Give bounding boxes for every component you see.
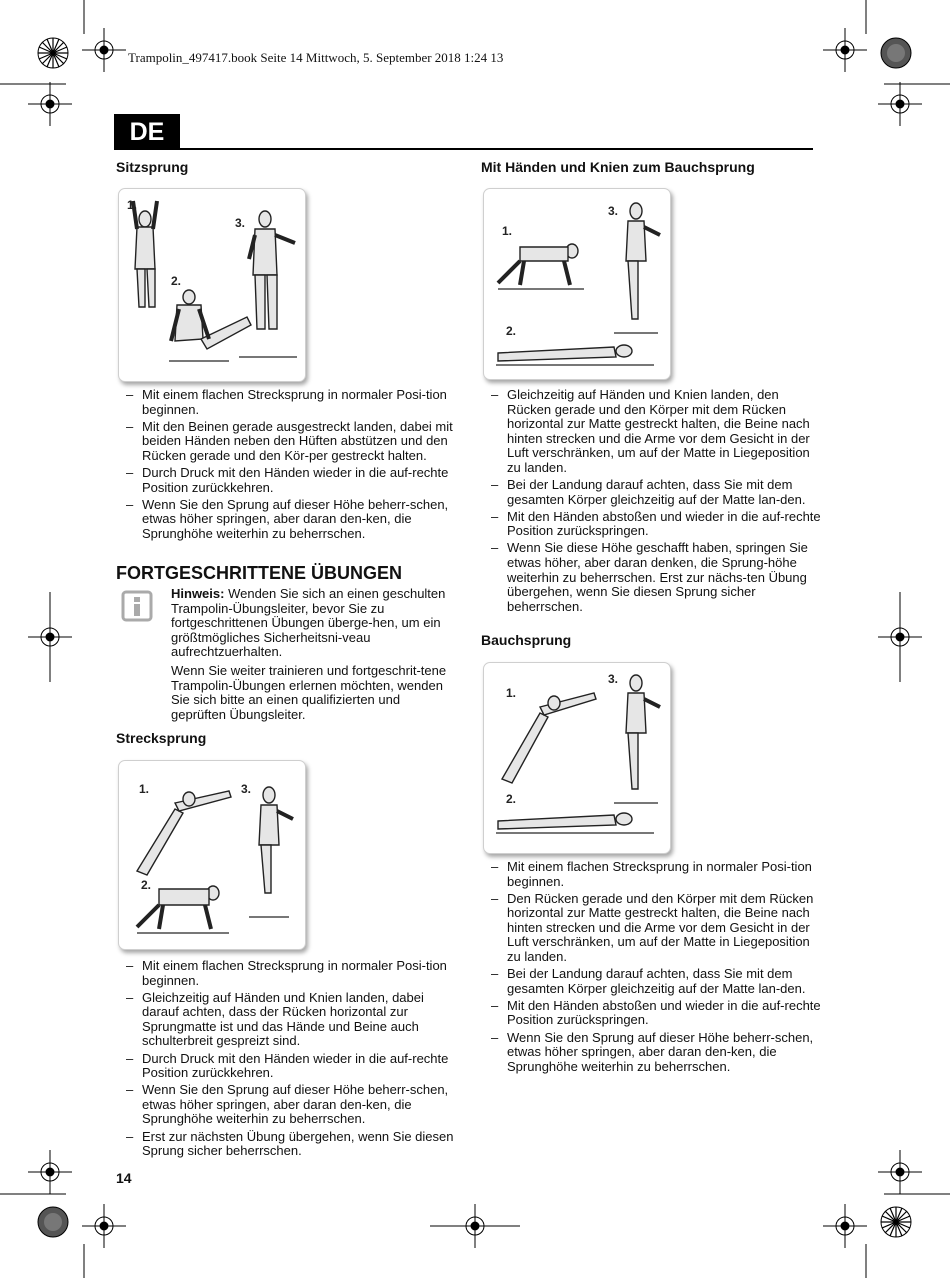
list-item: – Erst zur nächsten Übung übergehen, wenn Sie diesen Sprung sicher beherrschen. [116,1130,456,1159]
info-icon [121,590,153,622]
figure-label-2: 2. [506,324,517,338]
bauchsprung-figure [483,662,671,854]
list-item: – Durch Druck mit den Händen wieder in die auf-rechte Position zurückkehren. [116,1052,456,1081]
bauchsprung-heading: Bauchsprung [481,632,572,648]
haende-knie-bullets [481,388,821,617]
list-item: – Mit den Händen abstoßen und wieder in die auf-rechte Position zurückspringen. [481,510,821,539]
note-text-2: Wenn Sie weiter trainieren und fortgeschrit-tene Trampolin-Übungen erlernen möchten, wenden Sie sich bitte an einen qualifizierten und geprüften Übungsleiter. [171,662,447,722]
list-item: – Bei der Landung darauf achten, dass Sie mit dem gesamten Körper gleichzeitig auf der Matte lan-den. [481,967,821,996]
list-item: – Durch Druck mit den Händen wieder in die auf-rechte Position zurückkehren. [116,466,456,495]
list-item: – Gleichzeitig auf Händen und Knien landen, dabei darauf achten, dass der Rücken horizontal zur Sprungmatte ist und das Hände und Beine auch schulterbreit gespreizt sind. [116,991,456,1049]
sitzsprung-heading: Sitzsprung [116,159,189,175]
haende-knie-heading: Mit Händen und Knien zum Bauchsprung [481,159,755,175]
list-item: – Wenn Sie den Sprung auf dieser Höhe beherr-schen, etwas höher springen, aber daran den-ken, die Sprunghöhe weiterhin zu beherrschen. [481,1031,821,1075]
list-item: – Wenn Sie diese Höhe geschafft haben, springen Sie etwas höher, aber daran denken, die Sprung-höhe weiterhin zu beherrschen. Erst zur nächs-ten Übung übergehen, wenn Sie diesen Sprung sicher beherrschen. [481,541,821,614]
haende-knie-figure [483,188,671,380]
figure-label-3: 3. [608,204,619,218]
note-label: Hinweis: [171,586,225,601]
figure-label-1: 1. [506,686,517,700]
list-item: – Den Rücken gerade und den Körper mit dem Rücken horizontal zur Matte gestreckt halten, die Beine nach hinten strecken und die Arme vor dem Gesicht in der Luft verschränken, um auf der Matte in Liegeposition zu landen. [481,892,821,965]
figure-label-2: 2. [141,878,152,892]
list-item: – Wenn Sie den Sprung auf dieser Höhe beherr-schen, etwas höher springen, aber daran den-ken, die Sprunghöhe weiterhin zu beherrschen. [116,1083,456,1127]
strecksprung-bullets [116,959,456,1161]
bauchsprung-bullets [481,860,821,1077]
figure-label-3: 3. [608,672,619,686]
strecksprung-figure [118,760,306,950]
list-item: – Gleichzeitig auf Händen und Knien landen, den Rücken gerade und den Körper mit dem Rücken horizontal zur Matte gestreckt halten, die Beine nach hinten strecken und die Arme vor dem Gesicht in der Luft verschränken, um auf der Matte in Liegeposition zu landen. [481,388,821,476]
list-item: – Mit einem flachen Strecksprung in normaler Posi-tion beginnen. [116,388,456,417]
list-item: – Mit den Beinen gerade ausgestreckt landen, dabei mit beiden Händen neben den Hüften abstützen und den Rücken gerade und den Kör-per gestreckt halten. [116,420,456,464]
figure-label-2: 2. [506,792,517,806]
figure-label-2: 2. [171,274,182,288]
note-box [171,587,456,726]
figure-label-3: 3. [235,216,246,230]
figure-label-1: 1. [139,782,150,796]
list-item: – Mit einem flachen Strecksprung in normaler Posi-tion beginnen. [481,860,821,889]
figure-label-1: 1. [502,224,513,238]
list-item: – Bei der Landung darauf achten, dass Sie mit dem gesamten Körper gleichzeitig auf der Matte lan-den. [481,478,821,507]
list-item: – Mit einem flachen Strecksprung in normaler Posi-tion beginnen. [116,959,456,988]
strecksprung-heading: Strecksprung [116,730,207,746]
sitzsprung-figure [118,188,306,382]
print-header: Trampolin_497417.book Seite 14 Mittwoch, 5. September 2018 1:24 13 [128,50,504,65]
list-item: – Wenn Sie den Sprung auf dieser Höhe beherr-schen, etwas höher springen, aber daran den-ken, die Sprunghöhe weiterhin zu beherrschen. [116,498,456,542]
language-badge: DE [114,114,180,150]
header-rule [180,148,813,150]
sitzsprung-bullets [116,388,456,544]
list-item: – Mit den Händen abstoßen und wieder in die auf-rechte Position zurückspringen. [481,999,821,1028]
figure-label-1: 1. [127,198,138,212]
figure-label-3: 3. [241,782,252,796]
section-heading: FORTGESCHRITTENE ÜBUNGEN [116,563,403,583]
note-text-1: Wenden Sie sich an einen geschulten Trampolin-Übungsleiter, bevor Sie zu fortgeschrittenen Übungen überge-hen, um ein größtmögliches Sicherheitsni-veau aufrechtzuerhalten. [171,586,446,660]
page-number: 14 [116,1170,132,1186]
